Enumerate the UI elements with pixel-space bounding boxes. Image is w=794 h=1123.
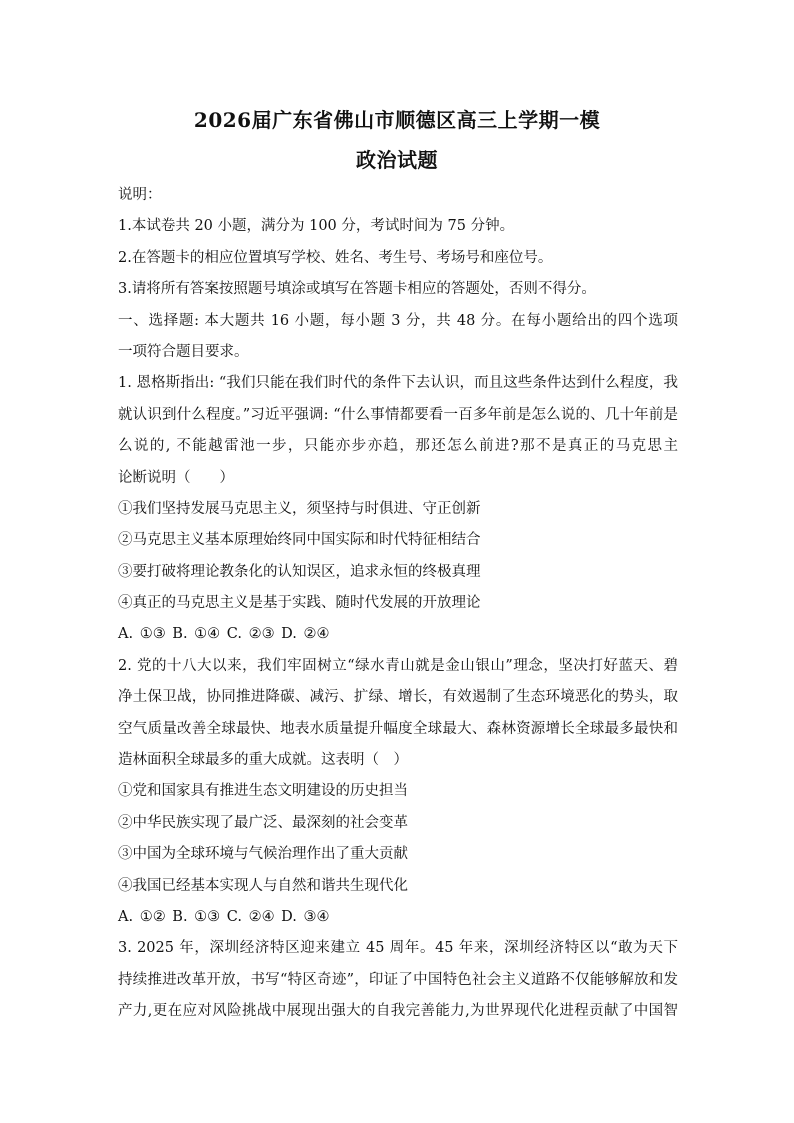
question-3-text: 3. 2025 年，深圳经济特区迎来建立 45 周年。45 年来，深圳经济特区以“敢为天下 [118, 940, 678, 957]
question-1-statement: ①我们坚持发展马克思主义，须坚持与时俱进、守正创新 [118, 500, 481, 517]
question-2-text: 2. 党的十八大以来，我们牢固树立“绿水青山就是金山银山”理念，坚决打好蓝天、碧 [118, 657, 678, 674]
question-2-options: A. ①② B. ①③ C. ②④ D. ③④ [118, 908, 330, 925]
question-1-statement: ④真正的马克思主义是基于实践、随时代发展的开放理论 [118, 595, 481, 612]
question-1-text: 就认识到什么程度。”习近平强调: “什么事情都要看一百多年前是怎么说的、几十年前是 [118, 406, 678, 423]
question-1-text: 论断说明（ ） [118, 469, 234, 486]
question-2-text: 空气质量改善全球最快、地表水质量提升幅度全球最大、森林资源增长全球最多最快和 [118, 720, 678, 737]
document-body [118, 180, 678, 1028]
question-2-text: 造林面积全球最多的重大成就。这表明（ ） [118, 752, 408, 769]
question-3-text: 产力,更在应对风险挑战中展现出强大的自我完善能力,为世界现代化进程贡献了中国智 [118, 1003, 678, 1020]
question-1-statement: ②马克思主义基本原理始终同中国实际和时代特征相结合 [118, 532, 481, 549]
question-2-statement: ③中国为全球环境与气候治理作出了重大贡献 [118, 846, 408, 863]
question-2-statement: ①党和国家具有推进生态文明建设的历史担当 [118, 783, 408, 800]
instruction-item: 3.请将所有答案按照题号填涂或填写在答题卡相应的答题处，否则不得分。 [118, 281, 596, 298]
section-heading-continued: 一项符合题目要求。 [118, 343, 249, 360]
question-1-options: A. ①③ B. ①④ C. ②③ D. ②④ [118, 626, 330, 643]
question-1-statement: ③要打破将理论教条化的认知误区，追求永恒的终极真理 [118, 563, 481, 580]
question-2-text: 净土保卫战，协同推进降碳、减污、扩绿、增长，有效遏制了生态环境恶化的势头，取 [118, 689, 678, 706]
document-title: 2026届广东省佛山市顺德区高三上学期一模 [193, 108, 601, 132]
question-1-text: 么说的, 不能越雷池一步，只能亦步亦趋，那还怎么前进?那不是真正的马克思主 [118, 438, 678, 455]
instruction-item: 1.本试卷共 20 小题，满分为 100 分，考试时间为 75 分钟。 [118, 218, 515, 235]
question-2-statement: ②中华民族实现了最广泛、最深刻的社会变革 [118, 814, 408, 831]
question-2-statement: ④我国已经基本实现人与自然和谐共生现代化 [118, 877, 408, 894]
document-subtitle: 政治试题 [356, 148, 438, 172]
question-1-text: 1. 恩格斯指出: “我们只能在我们时代的条件下去认识，而且这些条件达到什么程度，我 [118, 375, 678, 392]
instruction-item: 2.在答题卡的相应位置填写学校、姓名、考生号、考场号和座位号。 [118, 249, 553, 266]
instructions-heading: 说明： [118, 187, 162, 203]
question-3-text: 持续推进改革开放，书写“特区奇迹”，印证了中国特色社会主义道路不仅能够解放和发 [118, 971, 678, 988]
section-heading: 一、选择题: 本大题共 16 小题，每小题 3 分，共 48 分。在每小题给出的四个选项 [118, 312, 678, 329]
